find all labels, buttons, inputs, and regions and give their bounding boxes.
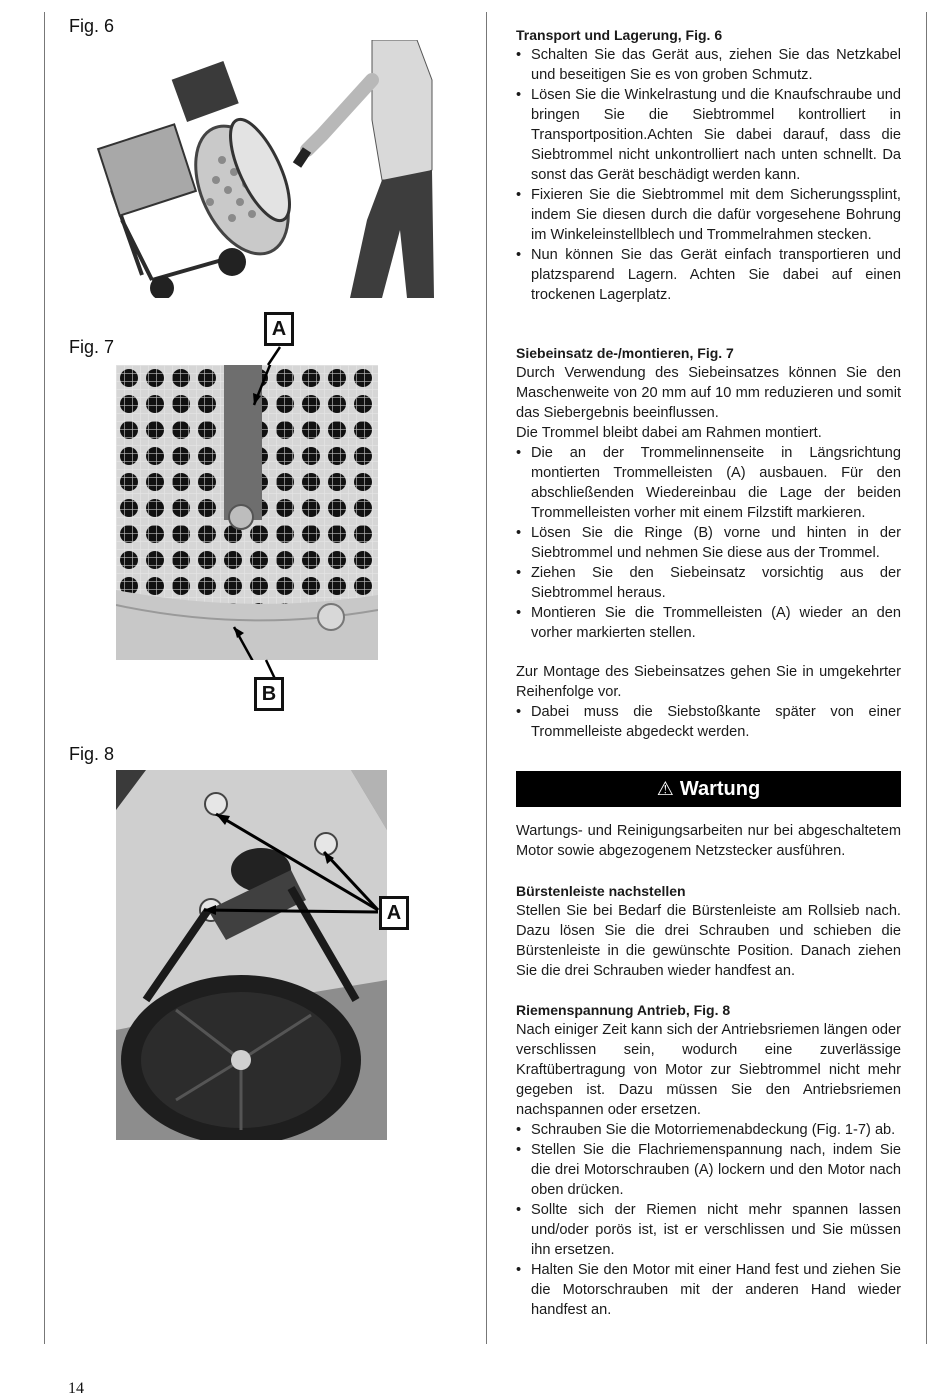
list-item: • Lösen Sie die Ringe (B) vorne und hinten in der Siebtrommel und nehmen Sie diese aus der Trommel. <box>516 523 901 563</box>
fig6-photo-transport <box>82 40 447 298</box>
siebeinsatz-intro: Durch Verwendung des Siebeinsatzes können Sie den Maschenweite von 20 mm auf 10 mm reduzieren und somit das Siebergebnis beeinflussen. <box>516 365 901 421</box>
section-wartung-intro <box>516 821 901 861</box>
montage-list <box>516 702 901 742</box>
column-divider-rule <box>486 12 487 1344</box>
montage-text: Zur Montage des Siebeinsatzes gehen Sie in umgekehrter Reihenfolge vor. <box>516 664 901 700</box>
buerste-heading: Bürstenleiste nachstellen <box>516 883 686 899</box>
wartung-intro: Wartungs- und Reinigungsarbeiten nur bei abgeschaltetem Motor sowie abgezogenem Netzstecker ausführen. <box>516 823 901 859</box>
section-transport <box>516 25 901 305</box>
siebeinsatz-heading: Siebeinsatz de-/montieren, Fig. 7 <box>516 345 734 361</box>
warning-triangle-icon: ⚠ <box>656 778 674 800</box>
list-item: • Halten Sie den Motor mit einer Hand fest und ziehen Sie die Motorschrauben mit der anderen Hand wieder handfest an. <box>516 1260 901 1320</box>
list-item: • Lösen Sie die Winkelrastung und die Knaufschraube und bringen Sie die Siebtrommel kontrolliert in Transportposition.Achten Sie dabei darauf, dass die Siebtrommel nicht unkontrolliert nach unten schnellt. Da sonst das Gerät beschädigt werden kann. <box>516 85 901 185</box>
fig8-callout-arrows <box>116 770 387 1140</box>
section-buerstenleiste <box>516 881 901 981</box>
right-margin-rule <box>926 12 927 1344</box>
list-item: • Schrauben Sie die Motorriemenabdeckung (Fig. 1-7) ab. <box>516 1120 901 1140</box>
list-item: • Ziehen Sie den Siebeinsatz vorsichtig aus der Siebtrommel heraus. <box>516 563 901 603</box>
fig7-label: Fig. 7 <box>69 337 115 357</box>
siebeinsatz-intro2: Die Trommel bleibt dabei am Rahmen montiert. <box>516 425 822 441</box>
list-item: • Dabei muss die Siebstoßkante später von einer Trommelleiste abgedeckt werden. <box>516 702 901 742</box>
wartung-banner <box>516 771 901 807</box>
fig7-callout-arrows <box>116 345 378 705</box>
riemen-heading: Riemenspannung Antrieb, Fig. 8 <box>516 1002 731 1018</box>
left-margin-rule <box>44 12 45 1344</box>
riemen-text: Nach einiger Zeit kann sich der Antriebsriemen längen oder verschlissen sein, wodurch eine zuverlässige Kraftübertragung von Motor zur Siebtrommel nicht mehr gegeben ist. Dazu müssen Sie den Antriebsriemen nachspannen oder ersetzen. <box>516 1022 901 1118</box>
wartung-title: Wartung <box>679 777 761 800</box>
list-item: • Schalten Sie das Gerät aus, ziehen Sie das Netzkabel und beseitigen Sie es von groben Schmutz. <box>516 45 901 85</box>
transport-list <box>516 45 901 305</box>
transport-heading: Transport und Lagerung, Fig. 6 <box>516 27 723 43</box>
fig7-callout-b: B <box>254 677 284 711</box>
list-item: • Fixieren Sie die Siebtrommel mit dem Sicherungssplint, indem Sie diesen durch die dafür vorgesehene Bohrung im Winkeleinstellblech und Trommelrahmen stecken. <box>516 185 901 245</box>
section-riemenspannung <box>516 1000 901 1320</box>
list-item: • Die an der Trommelinnenseite in Längsrichtung montierten Trommelleisten (A) ausbauen. Für den abschließenden Wiedereinbau die Lage der beiden Trommelleisten vorher mit einem Filzstift markieren. <box>516 443 901 523</box>
list-item: • Montieren Sie die Trommelleisten (A) wieder an den vorher markierten stellen. <box>516 603 901 643</box>
buerste-text: Stellen Sie bei Bedarf die Bürstenleiste am Rollsieb nach. Dazu lösen Sie die drei Schrauben und schieben die Bürstenleiste in die gewünschte Position. Danach ziehen Sie die drei Schrauben wieder handfest an. <box>516 903 901 979</box>
fig7-callout-a: A <box>264 312 294 346</box>
page-number: 14 <box>68 1380 84 1397</box>
section-montage <box>516 662 901 742</box>
list-item: • Stellen Sie die Flachriemenspannung nach, indem Sie die drei Motorschrauben (A) lockern und den Motor nach oben drücken. <box>516 1140 901 1200</box>
list-item: • Nun können Sie das Gerät einfach transportieren und platzsparend Lagern. Achten Sie dabei auf einen trockenen Lagerplatz. <box>516 245 901 305</box>
section-siebeinsatz <box>516 343 901 643</box>
fig8-callout-a: A <box>379 896 409 930</box>
riemen-list <box>516 1120 901 1320</box>
fig6-label: Fig. 6 <box>69 16 115 36</box>
fig8-label: Fig. 8 <box>69 744 115 764</box>
list-item: • Sollte sich der Riemen nicht mehr spannen lassen und/oder porös ist, ist er verschlissen und Sie müssen ihn ersetzen. <box>516 1200 901 1260</box>
siebeinsatz-list <box>516 443 901 643</box>
